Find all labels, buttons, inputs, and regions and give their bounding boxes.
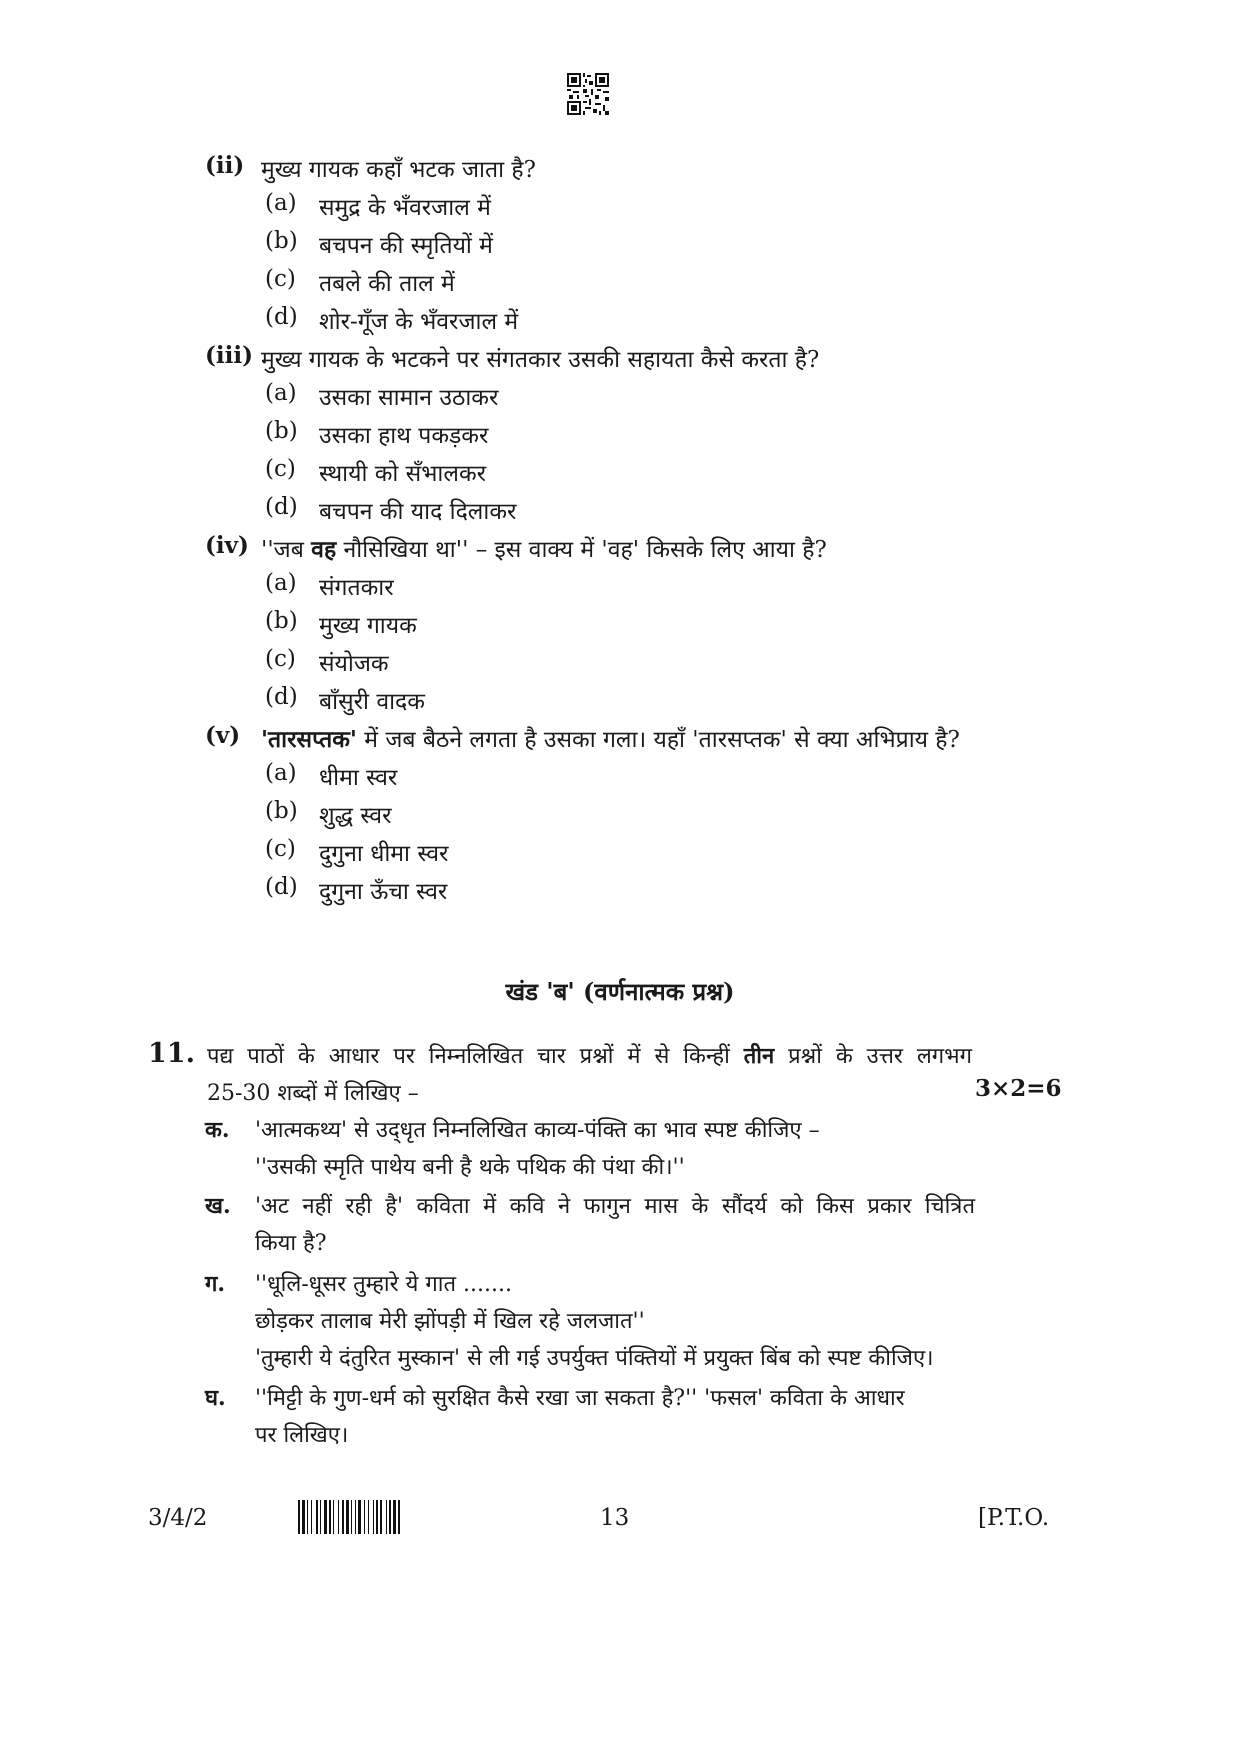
option-label: (c) <box>265 266 296 292</box>
subquestion-text <box>261 532 827 564</box>
option-text: तबले की ताल में <box>319 271 455 297</box>
marks-label: 3×2=6 <box>975 1075 1062 1102</box>
page-number: 13 <box>600 1505 630 1531</box>
subquestion-text: मुख्य गायक के भटकने पर संगतकार उसकी सहायता कैसे करता है? <box>261 347 820 373</box>
subquestion-number: (v) <box>205 722 241 749</box>
bold-word: 'तारसप्तक' <box>261 726 357 753</box>
option-text: उसका सामान उठाकर <box>319 385 499 411</box>
part-text-line: पर लिखिए। <box>255 1423 349 1448</box>
option-text: दुगुना ऊँचा स्वर <box>319 879 448 905</box>
part-text-line: ''उसकी स्मृति पाथेय बनी है थके पथिक की पंथा की।'' <box>255 1155 685 1180</box>
part-label: क. <box>205 1117 230 1143</box>
section-title: खंड 'ब' (वर्णनात्मक प्रश्न) <box>505 977 735 1006</box>
subquestion-number: (iv) <box>205 532 249 559</box>
option-text: धीमा स्वर <box>319 765 398 791</box>
text-segment: प्रश्नों के उत्तर लगभग <box>774 1044 972 1069</box>
bold-word: तीन <box>743 1043 775 1069</box>
option-text: समुद्र के भँवरजाल में <box>319 195 491 221</box>
option-text: दुगुना धीमा स्वर <box>319 841 449 867</box>
option-label: (a) <box>265 380 297 406</box>
bold-word: वह <box>311 536 337 563</box>
option-text: शोर-गूँज के भँवरजाल में <box>319 309 519 335</box>
option-label: (c) <box>265 456 296 482</box>
option-label: (a) <box>265 570 297 596</box>
part-label: ग. <box>205 1271 226 1297</box>
qr-code-icon <box>567 73 609 115</box>
option-label: (c) <box>265 646 296 672</box>
option-text: मुख्य गायक <box>319 613 417 639</box>
option-text: बाँसुरी वादक <box>319 689 425 715</box>
option-text: शुद्ध स्वर <box>319 803 392 829</box>
option-label: (d) <box>265 304 298 330</box>
text-segment: में जब बैठने लगता है उसका गला। यहाँ 'तारसप्तक' से क्या अभिप्राय है? <box>356 727 960 753</box>
subquestion-text <box>261 722 960 754</box>
part-text-line: 'अट नहीं रही है' कविता में कवि ने फागुन मास के सौंदर्य को किस प्रकार चित्रित <box>255 1194 975 1219</box>
text-segment: ''जब <box>261 537 312 563</box>
option-label: (d) <box>265 874 298 900</box>
question-text-line <box>207 1040 972 1070</box>
option-label: (a) <box>265 760 297 786</box>
part-label: ख. <box>205 1193 231 1219</box>
question-number: 11. <box>148 1038 195 1069</box>
part-text-line: 'आत्मकथ्य' से उद्‌धृत निम्नलिखित काव्य-पंक्ति का भाव स्पष्ट कीजिए – <box>255 1118 820 1143</box>
option-label: (b) <box>265 228 298 254</box>
option-label: (a) <box>265 190 297 216</box>
option-label: (d) <box>265 684 298 710</box>
subquestion-number: (iii) <box>205 342 253 369</box>
text-segment: पद्य पाठों के आधार पर निम्नलिखित चार प्रश्नों में से किन्हीं <box>207 1044 744 1069</box>
part-text-line: छोड़कर तालाब मेरी झोंपड़ी में खिल रहे जलजात'' <box>255 1309 645 1334</box>
option-label: (b) <box>265 418 298 444</box>
option-text: संयोजक <box>319 651 389 677</box>
option-label: (d) <box>265 494 298 520</box>
option-text: बचपन की याद दिलाकर <box>319 499 517 525</box>
paper-code: 3/4/2 <box>148 1505 208 1531</box>
question-text-line: 25-30 शब्दों में लिखिए – <box>207 1081 419 1106</box>
pto-label: [P.T.O. <box>978 1505 1050 1531</box>
part-label: घ. <box>205 1385 226 1411</box>
part-text-line: 'तुम्हारी ये दंतुरित मुस्कान' से ली गई उपर्युक्त पंक्तियों में प्रयुक्त बिंब को स्पष्ट कीजिए। <box>255 1346 934 1371</box>
option-text: संगतकार <box>319 575 394 601</box>
option-text: उसका हाथ पकड़कर <box>319 423 489 449</box>
subquestion-number: (ii) <box>205 152 245 179</box>
text-segment: नौसिखिया था'' – इस वाक्य में 'वह' किसके लिए आया है? <box>336 537 827 563</box>
option-label: (c) <box>265 836 296 862</box>
option-text: स्थायी को सँभालकर <box>319 461 487 487</box>
part-text-line: ''मिट्टी के गुण-धर्म को सुरक्षित कैसे रखा जा सकता है?'' 'फसल' कविता के आधार <box>255 1386 905 1411</box>
option-label: (b) <box>265 608 298 634</box>
option-text: बचपन की स्मृतियों में <box>319 233 493 259</box>
subquestion-text: मुख्य गायक कहाँ भटक जाता है? <box>261 157 536 183</box>
barcode-icon <box>298 1500 463 1534</box>
part-text-line: किया है? <box>255 1231 327 1256</box>
part-text-line: ''धूलि-धूसर तुम्हारे ये गात ....... <box>255 1272 512 1297</box>
option-label: (b) <box>265 798 298 824</box>
